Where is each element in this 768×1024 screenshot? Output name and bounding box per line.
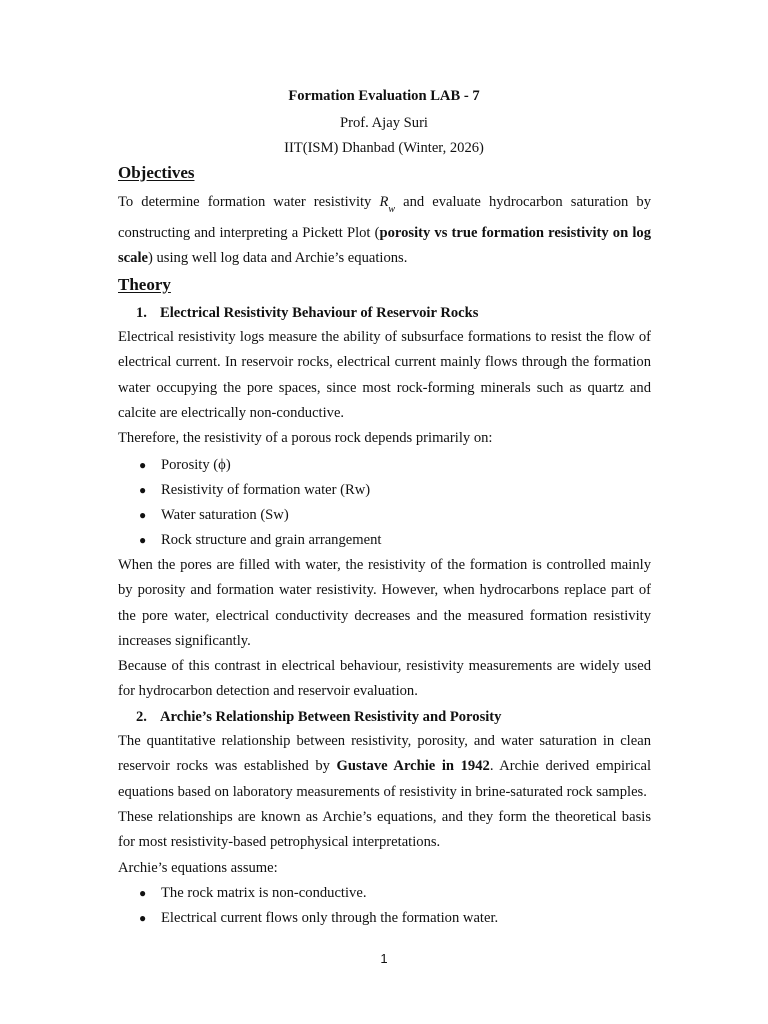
objectives-bold-text: scale <box>118 250 148 266</box>
list-item-text: Electrical current flows only through the formation water. <box>161 910 499 926</box>
bullet-icon: ● <box>139 483 147 497</box>
rw-symbol <box>379 194 396 215</box>
list-item <box>139 910 498 927</box>
list-item <box>139 507 289 524</box>
section-1-paragraph-2: Therefore, the resistivity of a porous rock depends primarily on: <box>118 430 493 446</box>
section-1-paragraph-3: When the pores are filled with water, the resistivity of the formation is controlled mainly by porosity and formation water resistivity. However, when hydrocarbons replace part of the pore water, electrical conductivity decreases and the measured formation resistivity increases significantly. <box>118 557 651 649</box>
bullet-icon: ● <box>139 458 147 472</box>
section-2-heading <box>136 709 501 726</box>
objectives-text: constructing and interpreting a Pickett Plot ( <box>118 225 380 241</box>
section-title: Archie’s Relationship Between Resistivity and Porosity <box>160 709 502 725</box>
paragraph-text: . Archie derived empirical equations based on laboratory measurements of resistivity in brine-saturated rock samples. <box>118 758 651 800</box>
bullet-icon: ● <box>139 911 147 925</box>
objectives-bold-text: porosity vs true formation resistivity on log <box>379 225 651 241</box>
bullet-icon: ● <box>139 508 147 522</box>
section-number: 1. <box>136 305 147 321</box>
section-2-paragraph-2: These relationships are known as Archie’s equations, and they form the theoretical basis for most resistivity-based petrophysical interpretations. <box>118 809 651 851</box>
section-1-paragraph-1: Electrical resistivity logs measure the ability of subsurface formations to resist the flow of electrical current. In reservoir rocks, electrical current mainly flows through the formation water occupying the pore spaces, since most rock-forming minerals such as quartz and calcite are electrically non-conductive. <box>118 329 651 421</box>
rw-letter: R <box>379 194 389 210</box>
page-number: 1 <box>380 951 388 966</box>
theory-heading: Theory <box>118 275 171 294</box>
paragraph-text: The quantitative relationship between resistivity, porosity, and water saturation in clean reservoir rocks was established by <box>118 733 651 775</box>
objectives-text: ) using well log data and Archie’s equations. <box>148 250 408 266</box>
list-item-text: Porosity (ϕ) <box>161 457 231 473</box>
objectives-heading: Objectives <box>118 163 195 182</box>
section-number: 2. <box>136 709 147 725</box>
list-item <box>139 532 381 549</box>
list-item <box>139 457 231 474</box>
objectives-line-2 <box>118 221 651 246</box>
list-item-text: Rock structure and grain arrangement <box>161 532 382 548</box>
section-1-paragraph-4: Because of this contrast in electrical behaviour, resistivity measurements are widely used for hydrocarbon detection and reservoir evaluation. <box>118 658 651 700</box>
list-item-text: Water saturation (Sw) <box>161 507 289 523</box>
institution-line: IIT(ISM) Dhanbad (Winter, 2026) <box>284 140 484 156</box>
objectives-text: and evaluate hydrocarbon saturation by <box>395 194 651 210</box>
list-item-text: Resistivity of formation water (Rw) <box>161 482 371 498</box>
rw-subscript: w <box>388 204 396 215</box>
list-item-text: The rock matrix is non-conductive. <box>161 885 367 901</box>
section-1-heading <box>136 305 478 322</box>
document-title: Formation Evaluation LAB - 7 <box>288 88 480 104</box>
objectives-line-3 <box>118 246 651 271</box>
list-item <box>139 482 370 499</box>
bullet-icon: ● <box>139 886 147 900</box>
author-line: Prof. Ajay Suri <box>340 115 428 131</box>
objectives-text: To determine formation water resistivity <box>118 194 380 210</box>
objectives-line-1 <box>118 190 651 222</box>
bullet-icon: ● <box>139 533 147 547</box>
section-2-paragraph-1 <box>118 729 651 805</box>
section-2-paragraph-3: Archie’s equations assume: <box>118 860 278 876</box>
section-title: Electrical Resistivity Behaviour of Reservoir Rocks <box>160 305 479 321</box>
list-item <box>139 885 366 902</box>
paragraph-bold-text: Gustave Archie in 1942 <box>336 758 490 775</box>
